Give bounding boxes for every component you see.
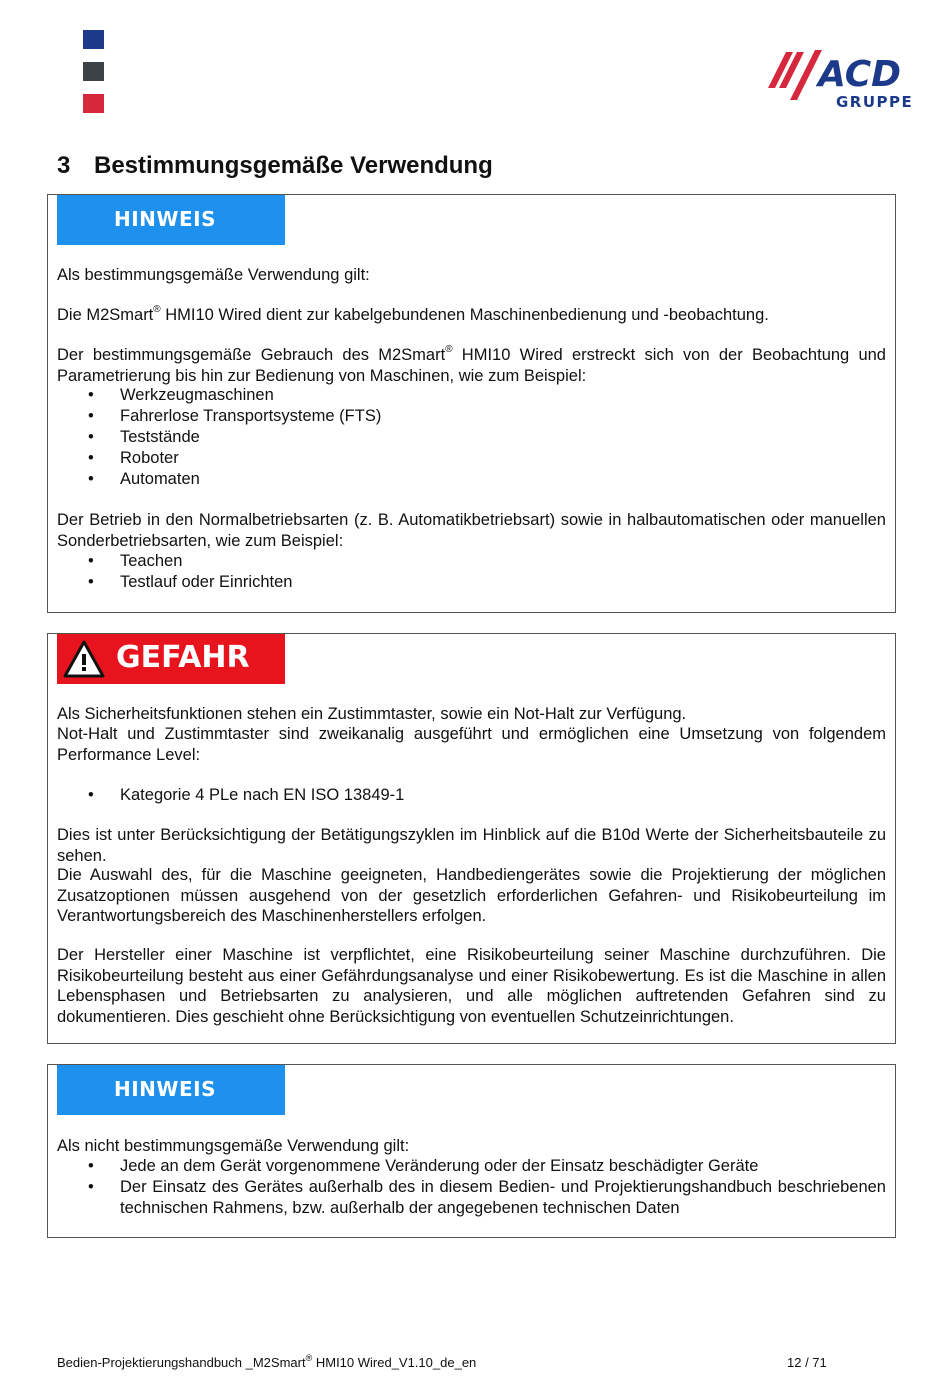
danger-paragraph-1: Als Sicherheitsfunktionen stehen ein Zustimmtaster, sowie ein Not-Halt zur Verfügung. bbox=[57, 705, 687, 723]
danger-list bbox=[57, 785, 886, 806]
danger-paragraph-3: Dies ist unter Berücksichtigung der Betätigungszyklen im Hinblick auf die B10d Werte der Sicherheitsbauteile zu sehen. bbox=[57, 826, 886, 865]
list-item: • Testlauf oder Einrichten bbox=[57, 572, 886, 593]
list-item: • Der Einsatz des Gerätes außerhalb des in diesem Bedien- und Projektierungshandbuch beschriebenen technischen Rahmens, bzw. außerhalb der angegebenen technischen Daten bbox=[57, 1177, 886, 1219]
section-title: Bestimmungsgemäße Verwendung bbox=[94, 152, 493, 179]
brand-square-gray bbox=[83, 62, 104, 81]
danger-paragraph-5: Der Hersteller einer Maschine ist verpflichtet, eine Risikobeurteilung seiner Maschine durchzuführen. Die Risikobeurteilung besteht aus einer Gefährdungsanalyse und einer Risikobewertung. Es ist die Maschine in allen Lebensphasen und Betriebsarten zu analysieren, und alle möglichen auftretenden Gefahren sind zu dokumentieren. Dies geschieht ohne Berücksichtigung von eventuellen Schutzeinrichtungen. bbox=[57, 946, 886, 1026]
notice2-intro: Als nicht bestimmungsgemäße Verwendung gilt: bbox=[57, 1137, 410, 1155]
list-item: • Automaten bbox=[57, 469, 886, 490]
list-item: • Teststände bbox=[57, 427, 886, 448]
footer-document-name: Bedien-Projektierungshandbuch _M2Smart® HMI10 Wired_V1.10_de_en bbox=[57, 1352, 477, 1370]
notice1-paragraph-3: Der Betrieb in den Normalbetriebsarten (z. B. Automatikbetriebsart) sowie in halbautomatischen oder manuellen Sonderbetriebsarten, wie zum Beispiel: bbox=[57, 511, 886, 550]
section-heading bbox=[57, 152, 493, 180]
danger-paragraph-4: Die Auswahl des, für die Maschine geeigneten, Handbediengerätes sowie die Projektierung der möglichen Zusatzoptionen müssen ausgehend von der gesetzlich erforderlichen Gefahren- und Risikobeurteilung im Verantwortungsbereich des Maschinenherstellers erfolgen. bbox=[57, 866, 886, 925]
footer-page-number: 12 / 71 bbox=[787, 1355, 827, 1370]
list-item: • Fahrerlose Transportsysteme (FTS) bbox=[57, 406, 886, 427]
list-item: • Roboter bbox=[57, 448, 886, 469]
brand-square-blue bbox=[83, 30, 104, 49]
notice1-list-1 bbox=[57, 385, 886, 490]
notice1-list-2 bbox=[57, 551, 886, 593]
danger-paragraph-2: Not-Halt und Zustimmtaster sind zweikanalig ausgeführt und ermöglichen eine Umsetzung von folgendem Performance Level: bbox=[57, 725, 886, 764]
list-item: • Jede an dem Gerät vorgenommene Veränderung oder der Einsatz beschädigter Geräte bbox=[57, 1156, 886, 1177]
acd-logo bbox=[764, 46, 920, 112]
list-item: • Werkzeugmaschinen bbox=[57, 385, 886, 406]
brand-square-red bbox=[83, 94, 104, 113]
list-item: • Kategorie 4 PLe nach EN ISO 13849-1 bbox=[57, 785, 886, 806]
notice-badge bbox=[57, 195, 285, 245]
section-number: 3 bbox=[57, 152, 71, 179]
notice1-paragraph-2: Der bestimmungsgemäße Gebrauch des M2Smart® HMI10 Wired erstreckt sich von der Beobachtung und Parametrierung bis hin zur Bedienung von Maschinen, wie zum Beispiel: bbox=[57, 343, 886, 385]
notice-badge bbox=[57, 1065, 285, 1115]
notice2-list bbox=[57, 1156, 886, 1219]
danger-badge-label: GEFAHR bbox=[116, 640, 250, 675]
notice1-intro: Als bestimmungsgemäße Verwendung gilt: bbox=[57, 266, 370, 284]
notice-badge-label: HINWEIS bbox=[114, 207, 216, 231]
warning-triangle-icon bbox=[63, 640, 105, 678]
logo-main-text: ACD bbox=[818, 54, 902, 95]
notice1-paragraph-1: Die M2Smart® HMI10 Wired dient zur kabelgebundenen Maschinenbedienung und -beobachtung. bbox=[57, 303, 769, 324]
danger-badge bbox=[57, 634, 285, 684]
list-item: • Teachen bbox=[57, 551, 886, 572]
notice-badge-label: HINWEIS bbox=[114, 1077, 216, 1101]
logo-sub-text: GRUPPE bbox=[836, 93, 914, 111]
